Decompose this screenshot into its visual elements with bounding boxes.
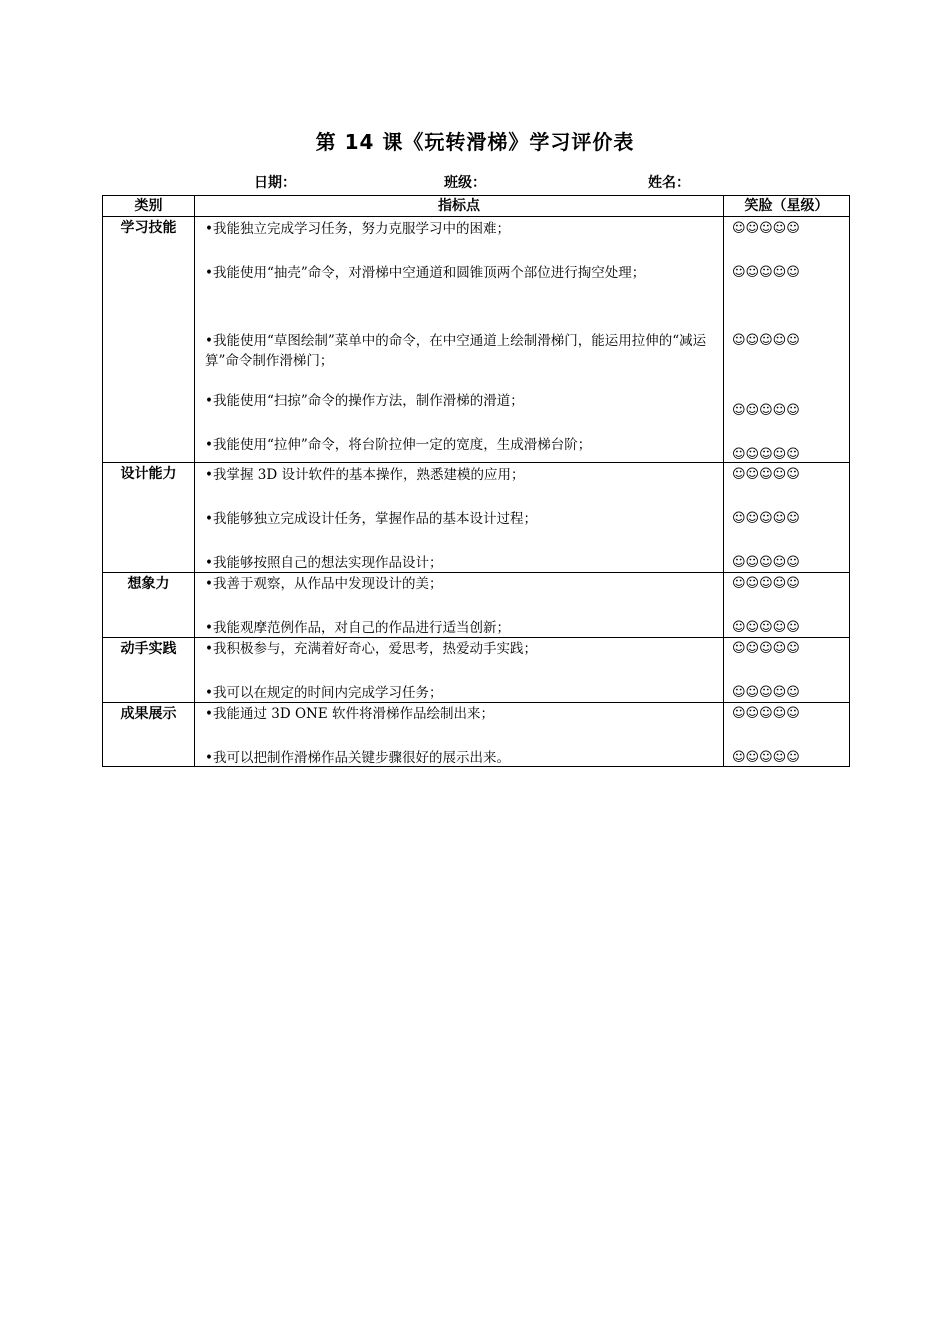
category-hands-on-practice: 动手实践 [103, 638, 195, 703]
table-row [103, 573, 850, 638]
indicator-item: •我积极参与，充满着好奇心，爱思考，热爱动手实践； [205, 641, 537, 657]
indicator-item: •我能够按照自己的想法实现作品设计； [205, 555, 443, 571]
rating-cell [724, 217, 850, 463]
smiley-rating[interactable]: ☺☺☺☺☺ [732, 750, 800, 765]
table-header-row [103, 196, 850, 217]
indicator-item: •我能使用“草图绘制”菜单中的命令，在中空通道上绘制滑梯门，能运用拉伸的“减运算”命令制作滑梯门； [205, 333, 707, 369]
indicator-item: •我可以把制作滑梯作品关键步骤很好的展示出来。 [205, 750, 510, 766]
category-design-ability: 设计能力 [103, 463, 195, 573]
indicator-item: •我能观摩范例作品，对自己的作品进行适当创新； [205, 620, 510, 636]
rating-cell [724, 638, 850, 703]
date-label: 日期： [254, 175, 296, 191]
page-title: 第 14 课《玩转滑梯》学习评价表 [315, 130, 635, 154]
indicator-cell [195, 638, 724, 703]
rating-cell [724, 573, 850, 638]
indicator-item: •我能使用“拉伸”命令，将台阶拉伸一定的宽度，生成滑梯台阶； [205, 437, 592, 453]
indicator-cell [195, 463, 724, 573]
rating-cell [724, 463, 850, 573]
table-row [103, 217, 850, 463]
smiley-rating[interactable]: ☺☺☺☺☺ [732, 403, 800, 418]
smiley-rating[interactable]: ☺☺☺☺☺ [732, 467, 800, 482]
table-row [103, 638, 850, 703]
rating-cell [724, 703, 850, 767]
smiley-rating[interactable]: ☺☺☺☺☺ [732, 620, 800, 635]
header-rating: 笑脸（星级） [724, 196, 850, 217]
header-indicator: 指标点 [195, 196, 724, 217]
table-row [103, 463, 850, 573]
table-row [103, 703, 850, 767]
smiley-rating[interactable]: ☺☺☺☺☺ [732, 447, 800, 462]
smiley-rating[interactable]: ☺☺☺☺☺ [732, 706, 800, 721]
indicator-item: •我可以在规定的时间内完成学习任务； [205, 685, 443, 701]
smiley-rating[interactable]: ☺☺☺☺☺ [732, 511, 800, 526]
indicator-item: •我能通过 3D ONE 软件将滑梯作品绘制出来； [205, 706, 494, 722]
category-result-showcase: 成果展示 [103, 703, 195, 767]
smiley-rating[interactable]: ☺☺☺☺☺ [732, 333, 800, 348]
indicator-item: •我能使用“扫掠”命令的操作方法，制作滑梯的滑道； [205, 393, 524, 409]
smiley-rating[interactable]: ☺☺☺☺☺ [732, 221, 800, 236]
class-label: 班级： [444, 175, 486, 191]
smiley-rating[interactable]: ☺☺☺☺☺ [732, 555, 800, 570]
indicator-item: •我善于观察，从作品中发现设计的美； [205, 576, 443, 592]
indicator-item: •我能够独立完成设计任务，掌握作品的基本设计过程； [205, 511, 537, 527]
indicator-cell [195, 217, 724, 463]
evaluation-table [102, 195, 850, 767]
smiley-rating[interactable]: ☺☺☺☺☺ [732, 576, 800, 591]
name-label: 姓名： [648, 175, 690, 191]
indicator-item: •我能使用“抽壳”命令，对滑梯中空通道和圆锥顶两个部位进行掏空处理； [205, 265, 646, 281]
smiley-rating[interactable]: ☺☺☺☺☺ [732, 265, 800, 280]
indicator-item: •我掌握 3D 设计软件的基本操作，熟悉建模的应用； [205, 467, 525, 483]
category-learning-skills: 学习技能 [103, 217, 195, 463]
indicator-cell [195, 703, 724, 767]
smiley-rating[interactable]: ☺☺☺☺☺ [732, 641, 800, 656]
indicator-cell [195, 573, 724, 638]
smiley-rating[interactable]: ☺☺☺☺☺ [732, 685, 800, 700]
category-imagination: 想象力 [103, 573, 195, 638]
header-category: 类别 [103, 196, 195, 217]
indicator-item: •我能独立完成学习任务，努力克服学习中的困难； [205, 221, 510, 237]
